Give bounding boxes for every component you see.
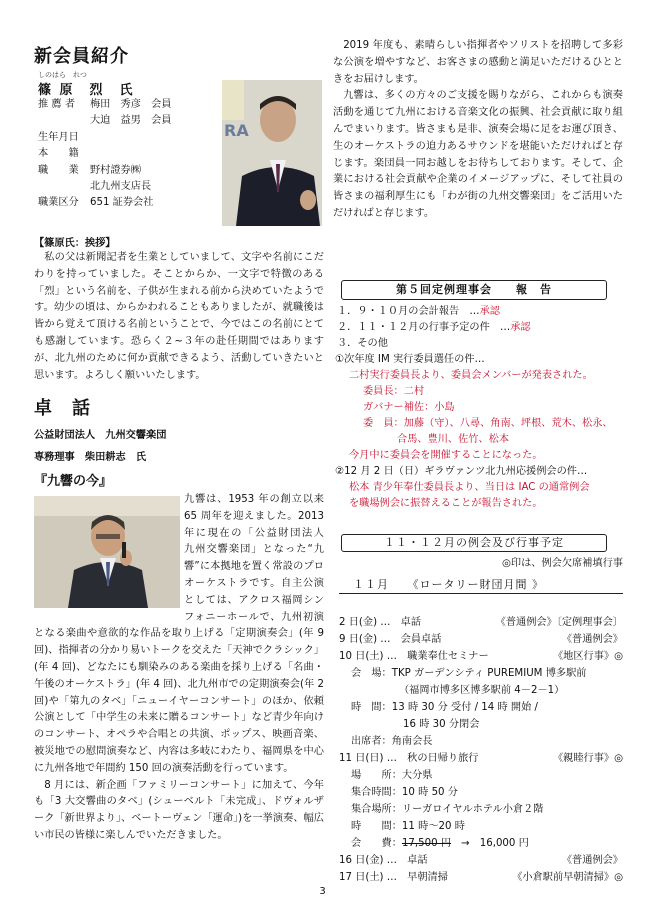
schedule-fee-row: 会 費：17,500 円 → 16,000 円 bbox=[351, 838, 529, 849]
name-furigana: しのはら れつ bbox=[38, 71, 87, 79]
field-row: 本 籍 bbox=[38, 148, 79, 160]
field-row: 職 業 野村證券㈱ bbox=[38, 164, 141, 176]
photo-sign-text: RA bbox=[224, 121, 249, 140]
board-report-body bbox=[337, 304, 623, 512]
member-fields bbox=[38, 97, 218, 212]
portrait-illustration bbox=[222, 80, 322, 226]
schedule-row: 9 日(金) … 会員卓話 《普通例会》 bbox=[339, 634, 623, 645]
schedule-row: 11 日(日) … 秋の日帰り旅行 《親睦行事》◎ bbox=[339, 753, 623, 764]
page-number: 3 bbox=[319, 886, 326, 897]
field-row: 大迫 益男 会員 bbox=[90, 115, 172, 127]
schedule-row: 10 日(土) … 職業奉仕セミナー 《地区行事》◎ bbox=[339, 651, 623, 662]
schedule-row: （福岡市博多区博多駅前 4－2－1） bbox=[399, 685, 565, 696]
board-sub1-line: ガバナー補佐：小島 bbox=[363, 402, 455, 413]
schedule-note: ◎印は、例会欠席補填行事 bbox=[502, 558, 623, 569]
member-portrait-photo bbox=[222, 80, 322, 226]
schedule-row: 16 時 30 分閉会 bbox=[403, 719, 480, 730]
schedule-row: 出席者：角南会長 bbox=[351, 736, 433, 747]
schedule-row: 17 日(土) … 早朝清掃 《小倉駅前早朝清掃》◎ bbox=[339, 872, 623, 883]
board-report-box: 第５回定例理事会 報 告 bbox=[341, 280, 607, 300]
schedule-row: 16 日(金) … 卓話 《普通例会》 bbox=[339, 855, 623, 866]
talk-org: 公益財団法人 九州交響楽団 bbox=[34, 430, 167, 441]
talk-speaker: 専務理事 柴田耕志 氏 bbox=[34, 452, 147, 463]
schedule-row: 集合場所：リーガロイヤルホテル小倉２階 bbox=[351, 804, 544, 815]
month-underline bbox=[339, 593, 623, 594]
field-row: 職業区分 651 証券会社 bbox=[38, 197, 154, 209]
board-sub1: ①次年度 IM 実行委員選任の件… bbox=[335, 354, 485, 365]
board-sub1-line: 委員長：二村 bbox=[363, 386, 425, 397]
schedule-month-label: １１月 《ロータリー財団月間 》 bbox=[353, 578, 544, 591]
schedule-row: 会 場：TKP ガーデンシティ PUREMIUM 博多駅前 bbox=[351, 668, 587, 679]
fee-old: 17,500 円 bbox=[401, 838, 452, 849]
board-item: ２．１１・１２月の行事予定の件 …承認 bbox=[337, 322, 531, 333]
field-row: 北九州支店長 bbox=[90, 180, 152, 192]
greeting-body: 私の父は新聞記者を生業としていまして、文字や名前にこだわりを持っていました。そことからか、一文字で特徴のある「烈」という名前を、子供が生まれる前から決めていたようです。幼少の頃は、からかわれることもありましたが、就職後は皆から覚えて頂ける名前ということで、今ではこの名前にとても感謝しています。恐らく２~３年の赴任期間ではありますが、北九州のために何か貢献できるよう、活動していきたいと思います。よろしく願いいたします。 bbox=[34, 252, 324, 381]
field-row: 生年月日 bbox=[38, 131, 79, 143]
schedule-box: １１・１２月の例会及び行事予定 bbox=[341, 534, 607, 552]
schedule-row: 時 間：11 時～20 時 bbox=[351, 821, 465, 832]
board-sub1-line: 今月中に委員会を開催することになった。 bbox=[349, 450, 543, 461]
board-item: １．９・１０月の会計報告 …承認 bbox=[337, 306, 500, 317]
schedule-row: 2 日(金) … 卓話 《普通例会》〔定例理事会〕 bbox=[339, 617, 623, 628]
talk-body-left: 九響は、1953 年の創立以来 65 周年を迎えました。2013 年に現在の「公益財団法人 九州交響楽団」となった“九響”に本拠地を置く常設のプロオーケストラです。自主公演としては、アクロス福岡シンフォニーホールで、九州初演となる楽曲や意欲的な作品を取り上げる「定期演奏会」(年 9 回)、指揮者の分かり易いトークを交えた「天神でクラシック」(年 4 回)、どなたにも馴染みのある楽曲を採り上げる「名曲・午後のオーケストラ」(年 4 回)、北九州市での定期演奏会(年 2 回)や「第九のタベ」「ニューイヤーコンサート」のほか、依頼公演として「中学生の未来に贈るコンサート」など青少年向けのコンサート、オペラや合唱との共演、ポップス、映画音楽、被災地での慰問演奏など、内容は多岐にわたり、福岡県を中心に九州各地で年間約 150 回の演奏活動を行っています。 8 月には、新企画「ファミリーコンサート」に加えて、今年も「3 大交響曲のタベ」(シューベルト「未完成」、ドヴォルザーク「新世界より」、ベートーヴェン「運命」)を一挙演奏、幅広い市民の皆様に楽しんでいただきました。 bbox=[34, 494, 335, 841]
schedule-row: 時 間：13 時 30 分 受付 / 14 時 開始 / bbox=[351, 702, 538, 713]
member-name: 篠 原 烈 氏 bbox=[38, 83, 135, 98]
field-row: 推 薦 者 梅田 秀彦 会員 bbox=[38, 99, 172, 110]
board-sub2: ②12 月 2 日（日）ギラヴァンツ北九州応援例会の件… bbox=[335, 466, 588, 477]
board-sub2-line: を職場例会に振替えることが報告された。 bbox=[349, 498, 543, 509]
board-other-heading: ３．その他 bbox=[337, 338, 388, 349]
schedule-row: 場 所：大分県 bbox=[351, 770, 433, 781]
talk-body-right: 2019 年度も、素晴らしい指揮者やソリストを招聘して多彩な公演を増やすなど、お客さまの感動と満足いただけるひとときをお届けします。 九響は、多くの方々のご支援を賜りながら、これからも演奏活動を通じて九州における音楽文化の振興、社会貢献に取り組んでまいります。皆さまも是非、演奏会場に足をお運び頂き、生のオーケストラの迫力あるサウンドを堪能いただければと存じます。楽団員一同お越しをお待ちしております。そして、企業における社会貢献や企業のイメージアップに、そして社員の皆さまの福利厚生にも「わが街の九州交響楽団」をご活用いただければと存じます。 bbox=[333, 40, 623, 219]
schedule-row: 集合時間：10 時 50 分 bbox=[351, 787, 458, 798]
talk-title: 『九響の今』 bbox=[34, 474, 113, 489]
greeting-title: 【篠原氏：挨拶】 bbox=[34, 238, 116, 249]
talk-heading: 卓 話 bbox=[34, 398, 91, 419]
board-sub2-line: 松本 青少年奉仕委員長より、当日は IAC の通常例会 bbox=[349, 482, 590, 493]
fee-new: → 16,000 円 bbox=[461, 838, 529, 849]
board-sub1-line: 合馬、豊川、佐竹、松本 bbox=[397, 434, 510, 445]
new-member-heading: 新会員紹介 bbox=[34, 46, 129, 67]
board-sub1-line: 二村実行委員長より、委員会メンバーが発表された。 bbox=[349, 370, 593, 381]
board-sub1-line: 委 員：加藤（守）、八尋、角南、坪根、荒木、松永、 bbox=[363, 418, 613, 429]
